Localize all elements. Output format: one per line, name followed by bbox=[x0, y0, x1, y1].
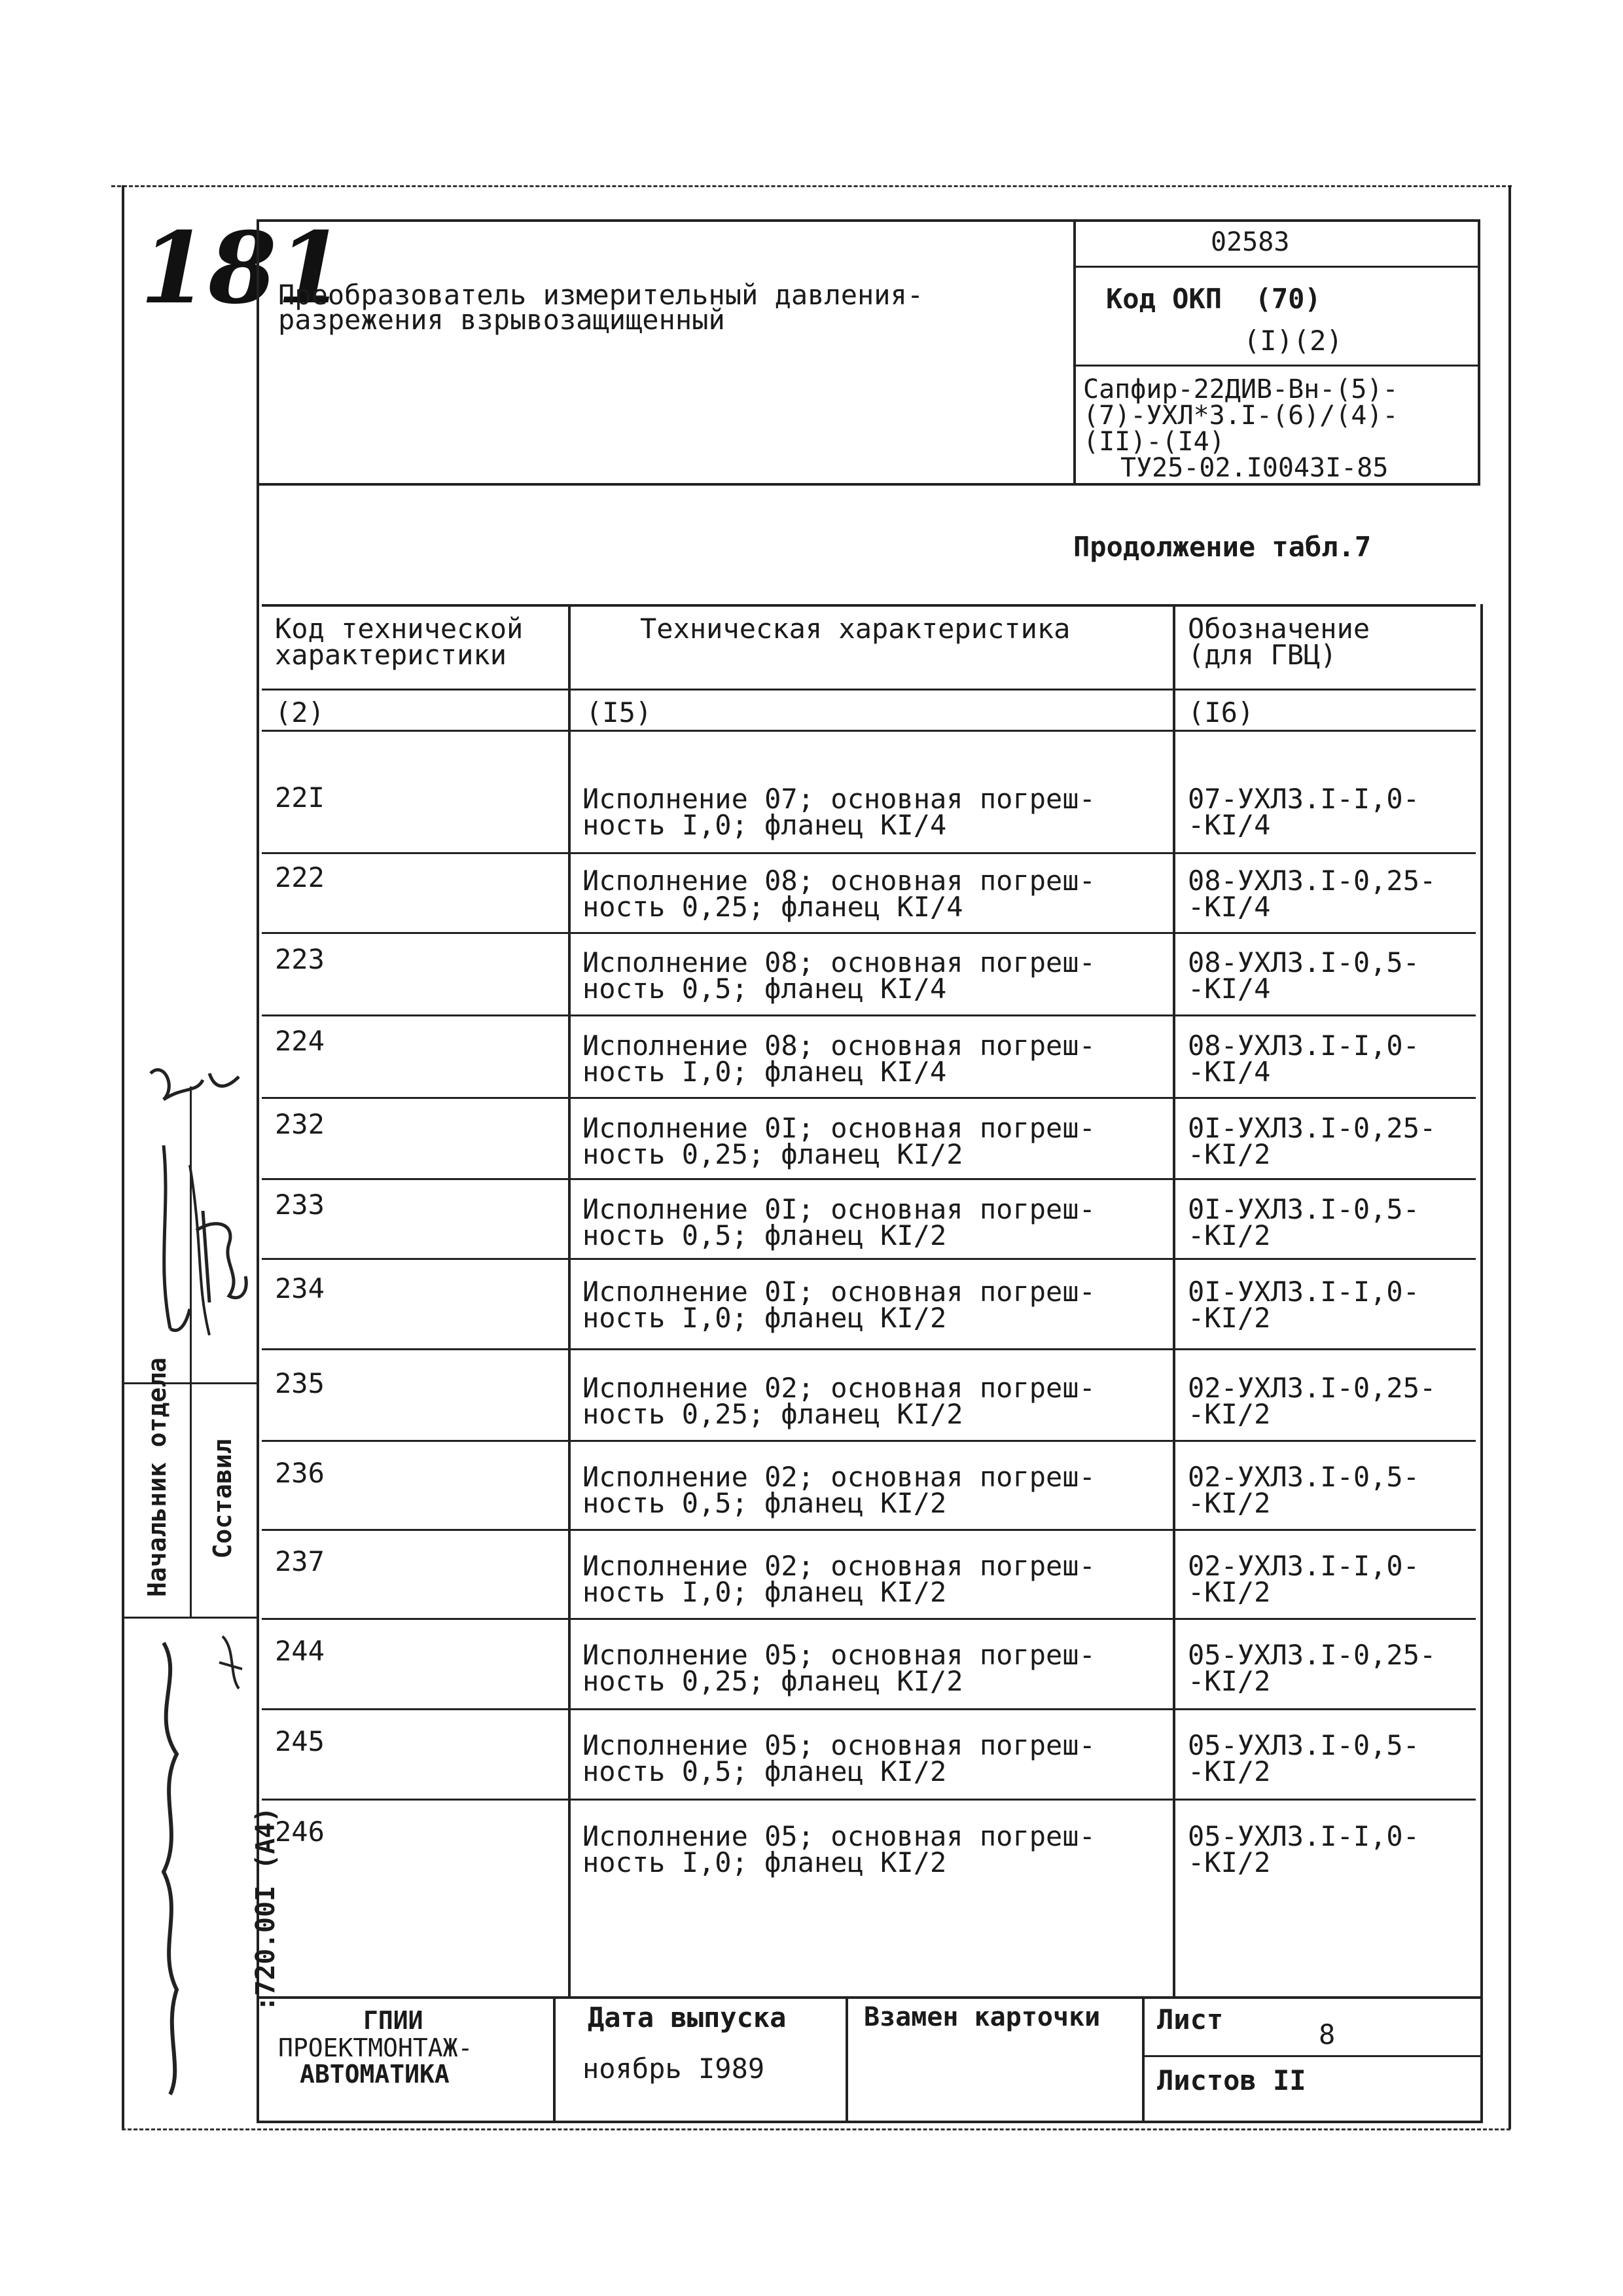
row-separator bbox=[262, 1708, 1476, 1710]
row-designation-line2: -КI/4 bbox=[1188, 809, 1271, 841]
row-separator bbox=[262, 1618, 1476, 1620]
row-desc-line1: Исполнение 02; основная погреш- bbox=[582, 1372, 1096, 1404]
designation-line1: Сапфир-22ДИВ-Вн-(5)- bbox=[1083, 374, 1399, 404]
header-bottom-line bbox=[257, 483, 1480, 486]
handwritten-inventory-note bbox=[124, 1623, 255, 2108]
outer-frame-right bbox=[1508, 185, 1511, 2129]
sheet-cell-divider bbox=[1142, 2055, 1482, 2057]
row-code: 222 bbox=[275, 861, 325, 893]
row-desc-line2: ность 0,25; фланец КI/2 bbox=[582, 1665, 963, 1697]
row-separator bbox=[262, 1178, 1476, 1180]
row-desc-line2: ность I,0; фланец КI/4 bbox=[582, 809, 947, 841]
margin-block-top-line bbox=[122, 1382, 257, 1384]
row-desc-line2: ность I,0; фланец КI/2 bbox=[582, 1846, 947, 1878]
release-date-value: ноябрь I989 bbox=[582, 2053, 765, 2085]
row-desc-line1: Исполнение 05; основная погреш- bbox=[582, 1820, 1096, 1852]
designation-line3: (II)-(I4) bbox=[1083, 427, 1225, 457]
col3-header-line2: (для ГВЦ) bbox=[1188, 639, 1337, 671]
row-designation-line1: 0I-УХЛ3.I-I,0- bbox=[1188, 1276, 1420, 1308]
row-designation-line1: 08-УХЛ3.I-0,5- bbox=[1188, 946, 1420, 978]
row-designation-line2: -КI/2 bbox=[1188, 1302, 1271, 1334]
margin-block-bottom-line bbox=[122, 1617, 257, 1619]
table-numbers-bottom-line bbox=[262, 730, 1476, 732]
okp-bottom-line bbox=[1073, 365, 1479, 367]
row-code: 246 bbox=[275, 1816, 325, 1848]
row-designation-line2: -КI/2 bbox=[1188, 1398, 1271, 1430]
row-separator bbox=[262, 1258, 1476, 1260]
row-desc-line1: Исполнение 0I; основная погреш- bbox=[582, 1276, 1096, 1308]
row-designation-line1: 05-УХЛ3.I-0,5- bbox=[1188, 1729, 1420, 1761]
row-code: 233 bbox=[275, 1189, 325, 1221]
row-separator bbox=[262, 1440, 1476, 1442]
row-code: 234 bbox=[275, 1272, 325, 1304]
row-desc-line1: Исполнение 07; основная погреш- bbox=[582, 783, 1096, 815]
handwritten-sheet-number: 181 bbox=[140, 211, 346, 326]
row-desc-line2: ность I,0; фланец КI/2 bbox=[582, 1302, 947, 1334]
row-designation-line1: 02-УХЛ3.I-0,5- bbox=[1188, 1461, 1420, 1493]
row-separator bbox=[262, 1799, 1476, 1801]
table-col-divider-1 bbox=[568, 604, 571, 1998]
sheets-total: Листов II bbox=[1157, 2064, 1306, 2096]
row-separator bbox=[262, 1014, 1476, 1016]
outer-frame-top bbox=[111, 185, 1512, 187]
table-header-bottom-line bbox=[262, 689, 1476, 691]
outer-frame-bottom bbox=[122, 2128, 1510, 2130]
row-separator bbox=[262, 1097, 1476, 1099]
footer-bottom-line bbox=[257, 2121, 1483, 2123]
row-desc-line1: Исполнение 05; основная погреш- bbox=[582, 1729, 1096, 1761]
footer-divider-1 bbox=[553, 1996, 556, 2121]
row-desc-line2: ность 0,25; фланец КI/2 bbox=[582, 1138, 963, 1170]
row-code: 236 bbox=[275, 1457, 325, 1489]
row-separator bbox=[262, 1529, 1476, 1531]
row-desc-line1: Исполнение 08; основная погреш- bbox=[582, 865, 1096, 897]
row-designation-line1: 07-УХЛ3.I-I,0- bbox=[1188, 783, 1420, 815]
row-separator bbox=[262, 852, 1476, 854]
row-designation-line2: -КI/2 bbox=[1188, 1755, 1271, 1787]
row-desc-line2: ность I,0; фланец КI/2 bbox=[582, 1576, 947, 1608]
row-designation-line2: -КI/2 bbox=[1188, 1487, 1271, 1519]
release-date-label: Дата выпуска bbox=[588, 2001, 787, 2034]
archive-code: :720.00I (А4) bbox=[251, 1806, 281, 2012]
footer-divider-2 bbox=[846, 1996, 848, 2121]
signature-compiled-by bbox=[190, 1191, 255, 1322]
row-designation-line1: 0I-УХЛ3.I-0,5- bbox=[1188, 1193, 1420, 1225]
code-number: 02583 bbox=[1211, 227, 1290, 257]
head-of-department-label: Начальник отдела bbox=[143, 1357, 171, 1597]
col1-number: (2) bbox=[275, 696, 325, 728]
footer-divider-3 bbox=[1142, 1996, 1145, 2121]
organization-line3: АВТОМАТИКА bbox=[300, 2060, 450, 2089]
row-designation-line2: -КI/4 bbox=[1188, 973, 1271, 1005]
okp-sub: (I)(2) bbox=[1243, 325, 1343, 357]
row-desc-line1: Исполнение 0I; основная погреш- bbox=[582, 1193, 1096, 1225]
product-name-line2: разрежения взрывозащищенный bbox=[278, 304, 725, 336]
row-code: 235 bbox=[275, 1367, 325, 1399]
row-desc-line1: Исполнение 02; основная погреш- bbox=[582, 1461, 1096, 1493]
sheet-value: 8 bbox=[1319, 2018, 1336, 2051]
row-separator bbox=[262, 1348, 1476, 1350]
card-right-line-upper bbox=[1478, 219, 1480, 484]
row-desc-line2: ность 0,5; фланец КI/2 bbox=[582, 1755, 947, 1787]
sheet-label: Лист bbox=[1157, 2003, 1224, 2036]
row-code: 232 bbox=[275, 1108, 325, 1140]
row-code: 224 bbox=[275, 1025, 325, 1057]
row-desc-line1: Исполнение 08; основная погреш- bbox=[582, 1030, 1096, 1062]
row-designation-line1: 02-УХЛ3.I-I,0- bbox=[1188, 1550, 1420, 1582]
product-name-line1: Преобразователь измерительный давления- bbox=[278, 279, 924, 311]
row-code: 244 bbox=[275, 1635, 325, 1667]
row-code: 245 bbox=[275, 1725, 325, 1757]
row-code: 223 bbox=[275, 943, 325, 975]
row-code: 22I bbox=[275, 781, 325, 814]
designation-line2: (7)-УХЛ*3.I-(6)/(4)- bbox=[1083, 401, 1399, 431]
row-designation-line2: -КI/2 bbox=[1188, 1219, 1271, 1251]
row-designation-line1: 05-УХЛ3.I-0,25- bbox=[1188, 1639, 1436, 1671]
row-desc-line2: ность 0,5; фланец КI/2 bbox=[582, 1219, 947, 1251]
row-desc-line1: Исполнение 08; основная погреш- bbox=[582, 946, 1096, 978]
table-top-line bbox=[262, 604, 1476, 607]
okp-label: Код ОКП (70) bbox=[1106, 283, 1321, 315]
footer-top-line bbox=[257, 1996, 1483, 1999]
row-designation-line1: 08-УХЛ3.I-0,25- bbox=[1188, 865, 1436, 897]
spec-reference: ТУ25-02.I0043I-85 bbox=[1120, 453, 1389, 483]
row-desc-line2: ность 0,5; фланец КI/4 bbox=[582, 973, 947, 1005]
organization-line2: ПРОЕКТМОНТАЖ- bbox=[278, 2034, 473, 2062]
row-designation-line2: -КI/2 bbox=[1188, 1665, 1271, 1697]
col2-header: Техническая характеристика bbox=[640, 613, 1071, 645]
col3-number: (I6) bbox=[1188, 696, 1255, 728]
row-designation-line2: -КI/2 bbox=[1188, 1846, 1271, 1878]
row-desc-line2: ность 0,25; фланец КI/2 bbox=[582, 1398, 963, 1430]
card-top-line bbox=[257, 219, 1480, 222]
row-desc-line1: Исполнение 05; основная погреш- bbox=[582, 1639, 1096, 1671]
row-desc-line1: Исполнение 02; основная погреш- bbox=[582, 1550, 1096, 1582]
col1-header-line1: Код технической bbox=[275, 613, 524, 645]
col3-header-line1: Обозначение bbox=[1188, 613, 1370, 645]
row-designation-line1: 05-УХЛ3.I-I,0- bbox=[1188, 1820, 1420, 1852]
compiled-by-label: Составил bbox=[208, 1439, 237, 1559]
row-designation-line1: 02-УХЛ3.I-0,25- bbox=[1188, 1372, 1436, 1404]
row-designation-line2: -КI/2 bbox=[1188, 1576, 1271, 1608]
row-designation-line2: -КI/2 bbox=[1188, 1138, 1271, 1170]
row-desc-line2: ность I,0; фланец КI/4 bbox=[582, 1056, 947, 1088]
col2-number: (I5) bbox=[586, 696, 652, 728]
row-code: 237 bbox=[275, 1545, 325, 1577]
continuation-label: Продолжение табл.7 bbox=[1073, 531, 1372, 563]
row-designation-line1: 0I-УХЛ3.I-0,25- bbox=[1188, 1112, 1436, 1144]
col1-header-line2: характеристики bbox=[275, 639, 507, 671]
row-desc-line2: ность 0,25; фланец КI/4 bbox=[582, 891, 963, 923]
row-designation-line2: -КI/4 bbox=[1188, 891, 1271, 923]
card-right-line-lower bbox=[1480, 604, 1483, 2123]
row-desc-line1: Исполнение 0I; основная погреш- bbox=[582, 1112, 1096, 1144]
table-col-divider-2 bbox=[1173, 604, 1175, 1998]
code-number-bottom-line bbox=[1073, 266, 1479, 268]
row-desc-line2: ность 0,5; фланец КI/2 bbox=[582, 1487, 947, 1519]
replaces-card-label: Взамен карточки bbox=[864, 2002, 1101, 2032]
header-right-block-divider bbox=[1073, 219, 1076, 484]
row-designation-line2: -КI/4 bbox=[1188, 1056, 1271, 1088]
row-designation-line1: 08-УХЛ3.I-I,0- bbox=[1188, 1030, 1420, 1062]
row-separator bbox=[262, 932, 1476, 934]
organization-line1: ГПИИ bbox=[363, 2006, 423, 2035]
